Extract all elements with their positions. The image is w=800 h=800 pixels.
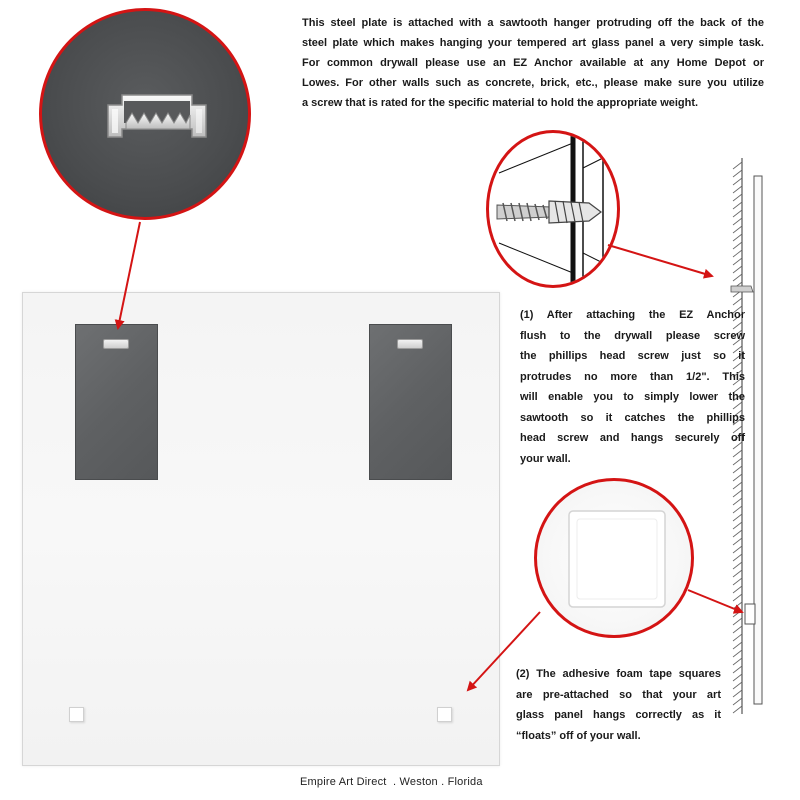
step-one-line: head screw and hangs securely off: [520, 432, 745, 444]
step-two-line: “floats” off of your wall.: [516, 729, 641, 742]
step-two-text: [516, 664, 721, 746]
step-one-line: sawtooth so it catches the phillips: [520, 411, 745, 424]
arrow-to-left-hanger: [118, 222, 140, 328]
arrow-to-wall-foam: [688, 590, 742, 612]
intro-line: Lowes. For other walls such as concrete, brick, etc., please make sure you utilize: [302, 77, 764, 89]
intro-line: a screw that is rated for the specific material to hold the appropriate weight.: [302, 97, 699, 109]
step-one-line: will enable you to simply lower the: [520, 391, 745, 403]
step-two-line: (2) The adhesive foam tape squares: [516, 668, 721, 680]
step-one-line: protrudes no more than 1/2". This: [520, 370, 745, 383]
footer-credit: Empire Art Direct . Weston . Florida: [300, 776, 483, 788]
step-one-text: [520, 305, 745, 469]
step-one-line: (1) After attaching the EZ Anchor: [520, 309, 745, 321]
arrow-to-wall-screw: [608, 245, 712, 276]
intro-line: For common drywall please use an EZ Anchor available at any Home Depot or: [302, 57, 764, 69]
step-one-line: flush to the drywall please screw: [520, 329, 745, 342]
step-two-line: are pre-attached so that your art: [516, 688, 721, 701]
step-one-line: the phillips head screw just so it: [520, 350, 745, 362]
intro-line: This steel plate is attached with a sawtooth hanger protruding off the back of the: [302, 17, 764, 29]
intro-line: steel plate which makes hanging your tempered art glass panel a very simple task.: [302, 37, 764, 49]
step-two-line: glass panel hangs correctly as it: [516, 709, 721, 721]
step-one-line: your wall.: [520, 452, 571, 465]
